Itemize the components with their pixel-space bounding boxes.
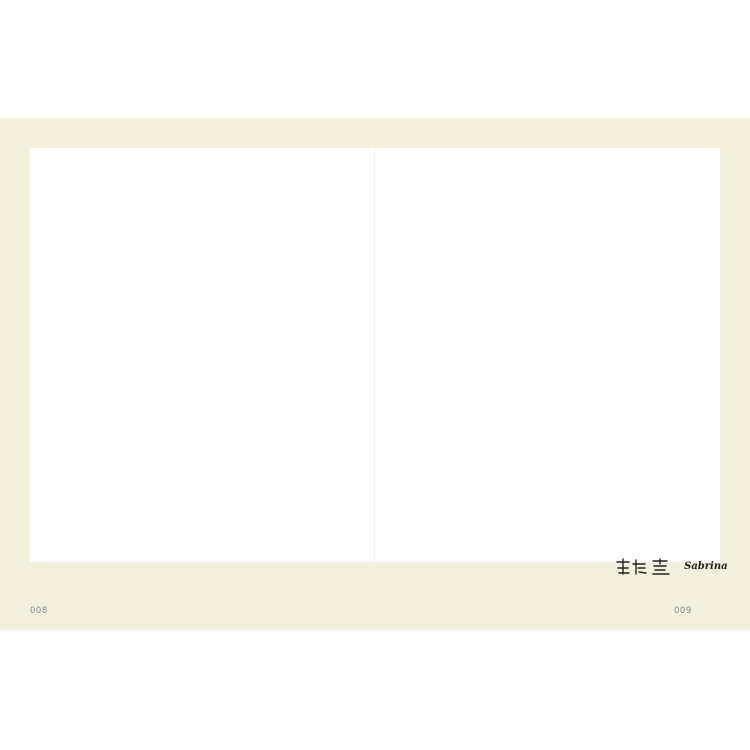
right-page-number: 009 [674,606,692,616]
right-page [375,148,728,572]
signature-english-name: Sabrina [684,561,728,572]
book-spread [0,118,750,630]
left-page [30,148,375,562]
signature-chinese-name-mark [615,558,673,576]
author-signature [615,556,728,578]
left-page-number: 008 [30,606,48,616]
